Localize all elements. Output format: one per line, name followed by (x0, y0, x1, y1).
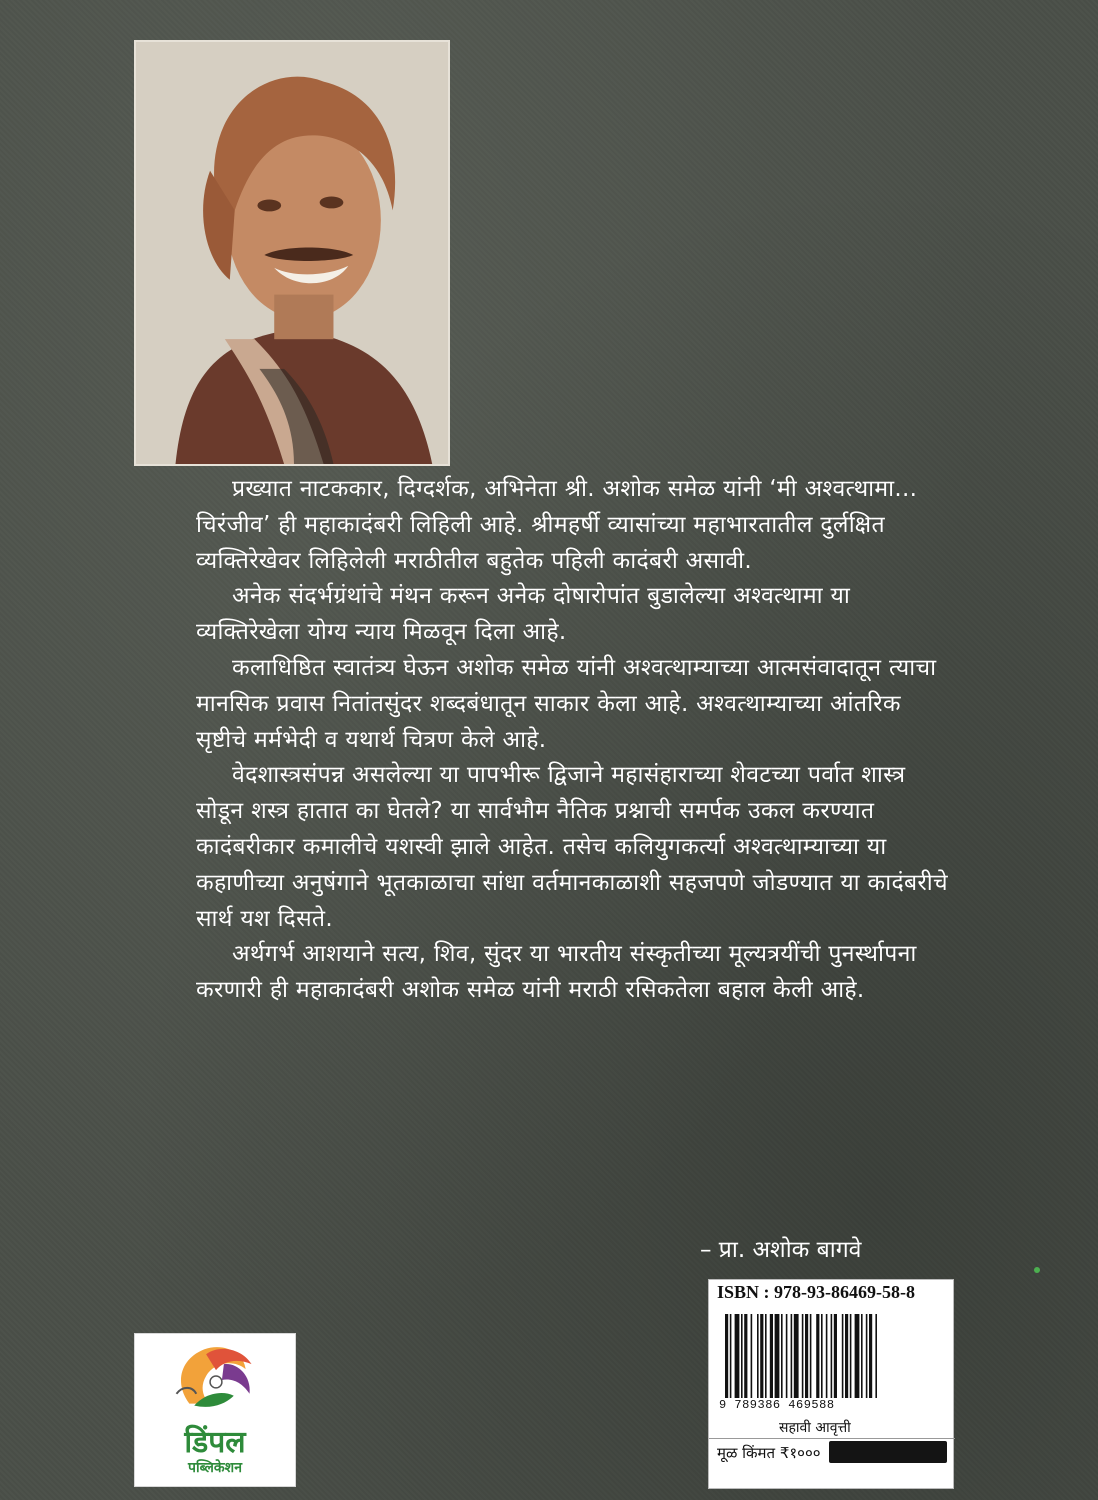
publisher-emblem-icon (135, 1334, 295, 1422)
publisher-logo (134, 1333, 296, 1487)
barcode-bar (855, 1314, 860, 1398)
barcode-bar (765, 1314, 767, 1398)
author-photo (134, 40, 450, 466)
price-sticker-mask (829, 1441, 947, 1463)
barcode-bar (869, 1314, 872, 1398)
price-label: मूळ किंमत ₹१००० (717, 1444, 821, 1462)
attribution: – प्रा. अशोक बागवे (700, 1237, 862, 1263)
barcode-bar (842, 1314, 844, 1398)
barcode-bar (831, 1314, 833, 1398)
blurb-paragraph: अनेक संदर्भग्रंथांचे मंथन करून अनेक दोषारोपांत बुडालेल्या अश्वत्थामा या व्यक्तिरेखेला योग्य न्याय मिळवून दिला आहे. (196, 583, 851, 646)
barcode-bar (786, 1314, 788, 1398)
barcode-icon (723, 1314, 943, 1398)
blurb-paragraph: प्रख्यात नाटककार, दिग्दर्शक, अभिनेता श्री. अशोक समेळ यांनी ‘मी अश्वत्थामा... चिरंजीव’ ही महाकादंबरी लिहिली आहे. श्रीमहर्षी व्यासांच्या महाभारतातील दुर्लक्षित व्यक्तिरेखेवर लिहिलेली मराठीतील बहुतेक पहिली कादंबरी असावी. (196, 476, 918, 574)
barcode-bar (725, 1314, 728, 1398)
barcode-bar (805, 1314, 808, 1398)
barcode-bar (866, 1314, 868, 1398)
price-row (709, 1438, 955, 1465)
barcode-bar (834, 1314, 837, 1398)
barcode-bar (757, 1314, 759, 1398)
barcode-bar (744, 1314, 747, 1398)
blurb-paragraph: कलाधिष्ठित स्वातंत्र्य घेऊन अशोक समेळ यांनी अश्वत्थाम्याच्या आत्मसंवादातून त्याचा मानसिक प्रवास नितांतसुंदर शब्दबंधातून साकार केला आहे. अश्वत्थाम्याच्या आंतरिक सृष्टीचे मर्मभेदी व यथार्थ चित्रण केले आहे. (196, 654, 937, 753)
barcode-bar (760, 1314, 763, 1398)
barcode-bar (802, 1314, 804, 1398)
barcode-bar (816, 1314, 819, 1398)
barcode-bar (875, 1314, 877, 1398)
decorative-dot (1034, 1267, 1040, 1273)
barcode-bar (810, 1314, 812, 1398)
book-blurb (196, 472, 956, 1009)
isbn-label: ISBN : 978-93-86469-58-8 (717, 1282, 915, 1302)
barcode-bar (735, 1314, 740, 1398)
barcode-bar (845, 1314, 848, 1398)
author-portrait-image (136, 42, 448, 464)
publisher-name: डिंपल (184, 1425, 246, 1460)
blurb-paragraph: अर्थगर्भ आशयाने सत्य, शिव, सुंदर या भारतीय संस्कृतीच्या मूल्यत्रयींची पुनर्स्थापना करणारी ही महाकादंबरी अशोक समेळ यांनी मराठी रसिकतेला बहाल केली आहे. (196, 941, 917, 1004)
barcode-bar (751, 1314, 753, 1398)
barcode-sticker (708, 1279, 954, 1489)
blurb-paragraph: वेदशास्त्रसंपन्न असलेल्या या पापभीरू द्विजाने महासंहाराच्या शेवटच्या पर्वात शास्त्र सोडून शस्त्र हातात का घेतले? या सार्वभौम नैतिक प्रश्नाची समर्पक उकल करण्यात कादंबरीकार कमालीचे यशस्वी झाले आहेत. तसेच कलियुगकर्त्या अश्वत्थाम्याच्या या कहाणीच्या अनुषंगाने भूतकाळाचा सांधा वर्तमानकाळाशी सहजपणे जोडण्यात या कादंबरीचे सार्थ यश दिसते. (196, 762, 948, 932)
barcode-bar (794, 1314, 799, 1398)
barcode-number: 9 789386 469588 (719, 1398, 835, 1412)
barcode-bar (826, 1314, 828, 1398)
publisher-subtitle: पब्लिकेशन (188, 1460, 242, 1476)
barcode-bar (850, 1314, 852, 1398)
edition-label: सहावी आवृत्ती (779, 1420, 851, 1436)
barcode-bar (770, 1314, 773, 1398)
barcode-bar (861, 1314, 863, 1398)
barcode-bar (775, 1314, 780, 1398)
barcode-bar (730, 1314, 732, 1398)
barcode-bar (791, 1314, 793, 1398)
barcode-bar (821, 1314, 823, 1398)
barcode-bar (781, 1314, 783, 1398)
barcode-bar (741, 1314, 743, 1398)
